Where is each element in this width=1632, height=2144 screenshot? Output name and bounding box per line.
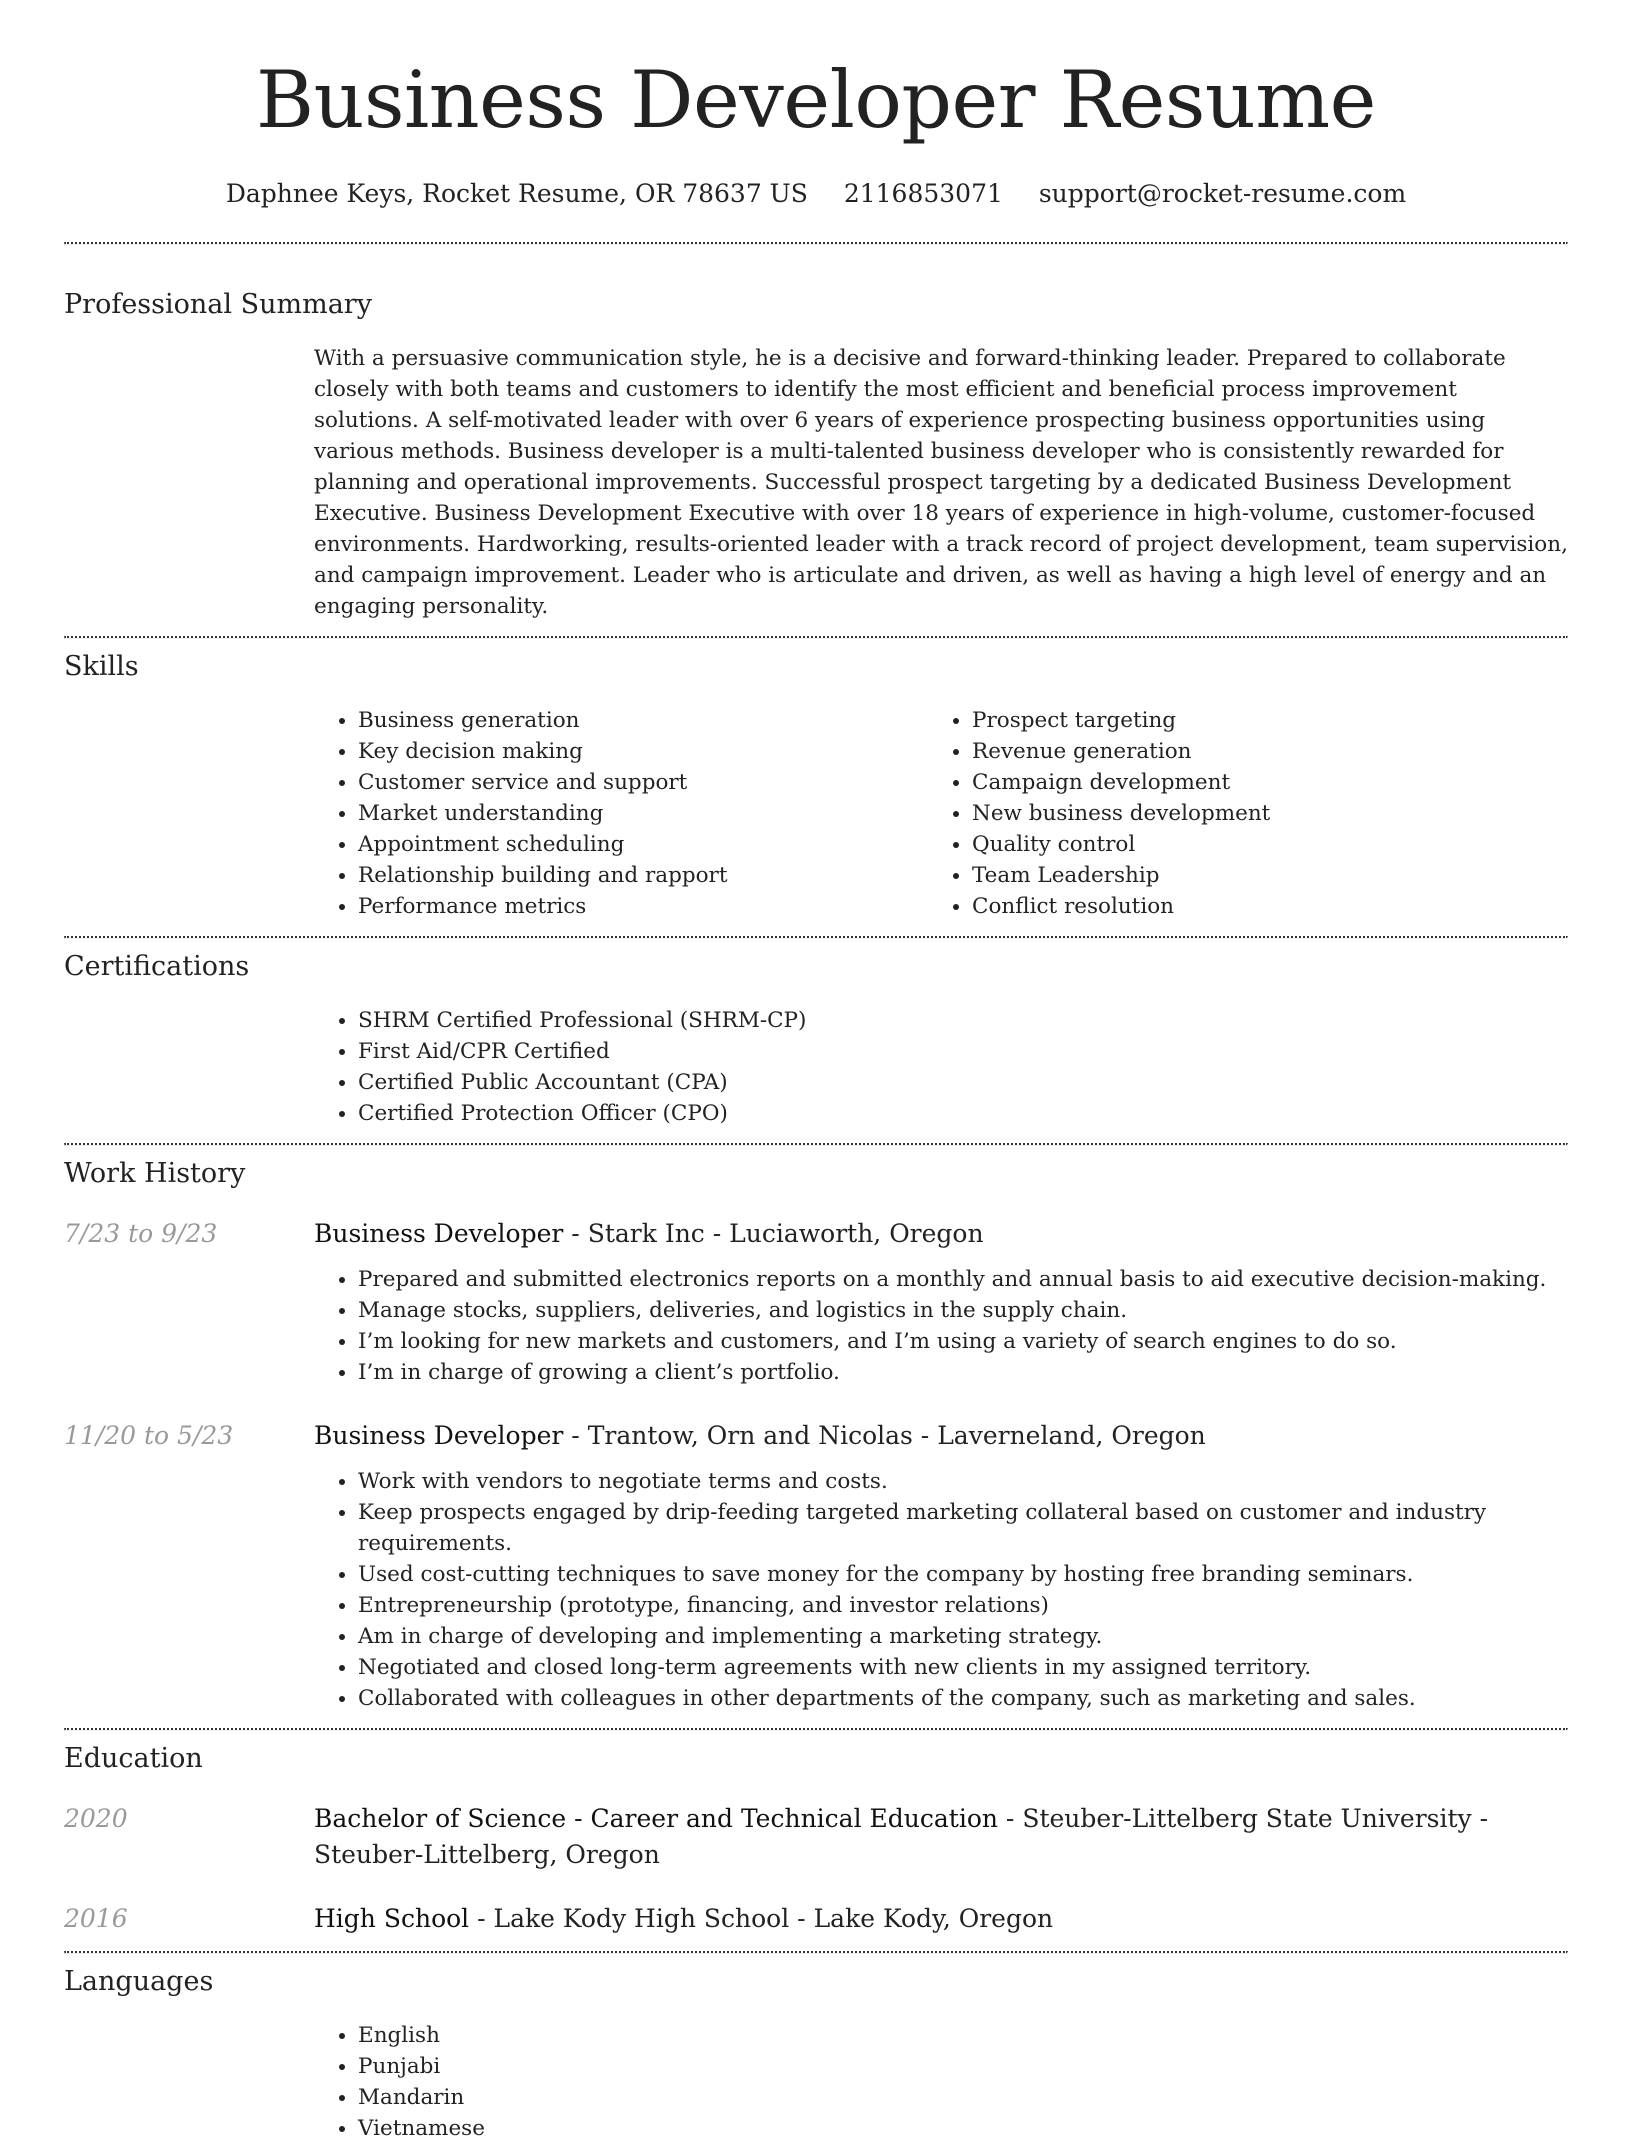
job-title-line (314, 1216, 1568, 1252)
contact-line (64, 178, 1568, 210)
summary-section (64, 245, 1568, 636)
skills-list-left (314, 705, 928, 922)
skill-item: • Campaign development (972, 767, 1542, 798)
education-degree: High School (314, 1904, 470, 1933)
job-entry (64, 1216, 1568, 1388)
job-entry (64, 1418, 1568, 1714)
education-title-line (314, 1901, 1568, 1937)
education-entry (64, 1801, 1568, 1873)
certifications-heading: Certifications (64, 951, 250, 982)
job-bullet: • Entrepreneurship (prototype, financing, and investor relations) (358, 1590, 1568, 1621)
skill-item: • Conflict resolution (972, 891, 1542, 922)
languages-section (64, 1954, 1568, 2144)
certification-item: • Certified Public Accountant (CPA) (358, 1067, 1568, 1098)
resume-title: Business Developer Resume (256, 54, 1376, 146)
job-bullet: • Manage stocks, suppliers, deliveries, and logistics in the supply chain. (358, 1295, 1568, 1326)
contact-address: Daphnee Keys, Rocket Resume, OR 78637 US (225, 179, 808, 208)
certification-item: • First Aid/CPR Certified (358, 1036, 1568, 1067)
job-bullet: • Work with vendors to negotiate terms and costs. (358, 1466, 1568, 1497)
languages-list (314, 2020, 1568, 2144)
language-item: • Punjabi (358, 2051, 1568, 2082)
certification-item: • SHRM Certified Professional (SHRM-CP) (358, 1005, 1568, 1036)
education-heading: Education (64, 1743, 203, 1774)
certifications-section (64, 939, 1568, 1143)
job-bullet: • Am in charge of developing and implementing a marketing strategy. (358, 1621, 1568, 1652)
skills-list-right (928, 705, 1542, 922)
job-title: Business Developer (314, 1421, 564, 1450)
job-bullet: • Prepared and submitted electronics reports on a monthly and annual basis to aid executive decision-making. (358, 1264, 1568, 1295)
summary-text: With a persuasive communication style, he is a decisive and forward-thinking leader. Prepared to collaborate closely with both teams and customers to identify the most efficient and beneficial process improvement solutions. A self-motivated leader with over 6 years of experience prospecting business opportunities using various methods. Business developer is a multi-talented business developer who is consistently rewarded for planning and operational improvements. Successful prospect targeting by a dedicated Business Development Executive. Business Development Executive with over 18 years of experience in high-volume, customer-focused environments. Hardworking, results-oriented leader with a track record of project development, team supervision, and campaign improvement. Leader who is articulate and driven, as well as having a high level of energy and an engaging personality. (314, 346, 1568, 619)
education-school: - Steuber-Littelberg State University - Steuber-Littelberg, Oregon (314, 1804, 1489, 1869)
job-bullet: • I’m looking for new markets and customers, and I’m using a variety of search engines to do so. (358, 1326, 1568, 1357)
certification-item: • Certified Protection Officer (CPO) (358, 1098, 1568, 1129)
skill-item: • Performance metrics (358, 891, 928, 922)
language-item: • Vietnamese (358, 2113, 1568, 2144)
work-heading: Work History (64, 1158, 246, 1189)
skill-item: • Revenue generation (972, 736, 1542, 767)
job-title-line (314, 1418, 1568, 1454)
contact-email: support@rocket-resume.com (1038, 179, 1407, 208)
language-item: • English (358, 2020, 1568, 2051)
education-degree: Bachelor of Science - Career and Technical Education (314, 1804, 998, 1833)
skill-item: • Market understanding (358, 798, 928, 829)
skill-item: • Relationship building and rapport (358, 860, 928, 891)
skills-heading: Skills (64, 651, 139, 682)
education-school: - Lake Kody High School - Lake Kody, Oregon (469, 1904, 1054, 1933)
education-year: 2020 (64, 1804, 128, 1833)
education-entry (64, 1901, 1568, 1937)
skill-item: • Quality control (972, 829, 1542, 860)
job-bullets (314, 1466, 1568, 1714)
skill-item: • Customer service and support (358, 767, 928, 798)
skill-item: • Appointment scheduling (358, 829, 928, 860)
job-bullet: • Used cost-cutting techniques to save money for the company by hosting free branding seminars. (358, 1559, 1568, 1590)
certifications-list (314, 1005, 1568, 1129)
job-dates: 11/20 to 5/23 (64, 1421, 234, 1450)
skill-item: • Business generation (358, 705, 928, 736)
job-bullet: • Collaborated with colleagues in other departments of the company, such as marketing and sales. (358, 1683, 1568, 1714)
education-year: 2016 (64, 1904, 128, 1933)
skills-section (64, 639, 1568, 936)
job-bullets (314, 1264, 1568, 1388)
summary-heading: Professional Summary (64, 289, 372, 320)
work-section (64, 1146, 1568, 1728)
contact-phone: 2116853071 (843, 179, 1003, 208)
job-bullet: • Negotiated and closed long-term agreements with new clients in my assigned territory. (358, 1652, 1568, 1683)
skill-item: • New business development (972, 798, 1542, 829)
education-section (64, 1731, 1568, 1951)
job-company: - Stark Inc - Luciaworth, Oregon (563, 1219, 984, 1248)
education-title-line (314, 1801, 1568, 1873)
skill-item: • Key decision making (358, 736, 928, 767)
job-title: Business Developer (314, 1219, 564, 1248)
job-bullet: • Keep prospects engaged by drip-feeding targeted marketing collateral based on customer and industry requirements. (358, 1497, 1568, 1559)
job-company: - Trantow, Orn and Nicolas - Laverneland, Oregon (563, 1421, 1206, 1450)
skill-item: • Team Leadership (972, 860, 1542, 891)
languages-heading: Languages (64, 1966, 214, 1997)
skill-item: • Prospect targeting (972, 705, 1542, 736)
job-bullet: • I’m in charge of growing a client’s portfolio. (358, 1357, 1568, 1388)
job-dates: 7/23 to 9/23 (64, 1219, 218, 1248)
language-item: • Mandarin (358, 2082, 1568, 2113)
